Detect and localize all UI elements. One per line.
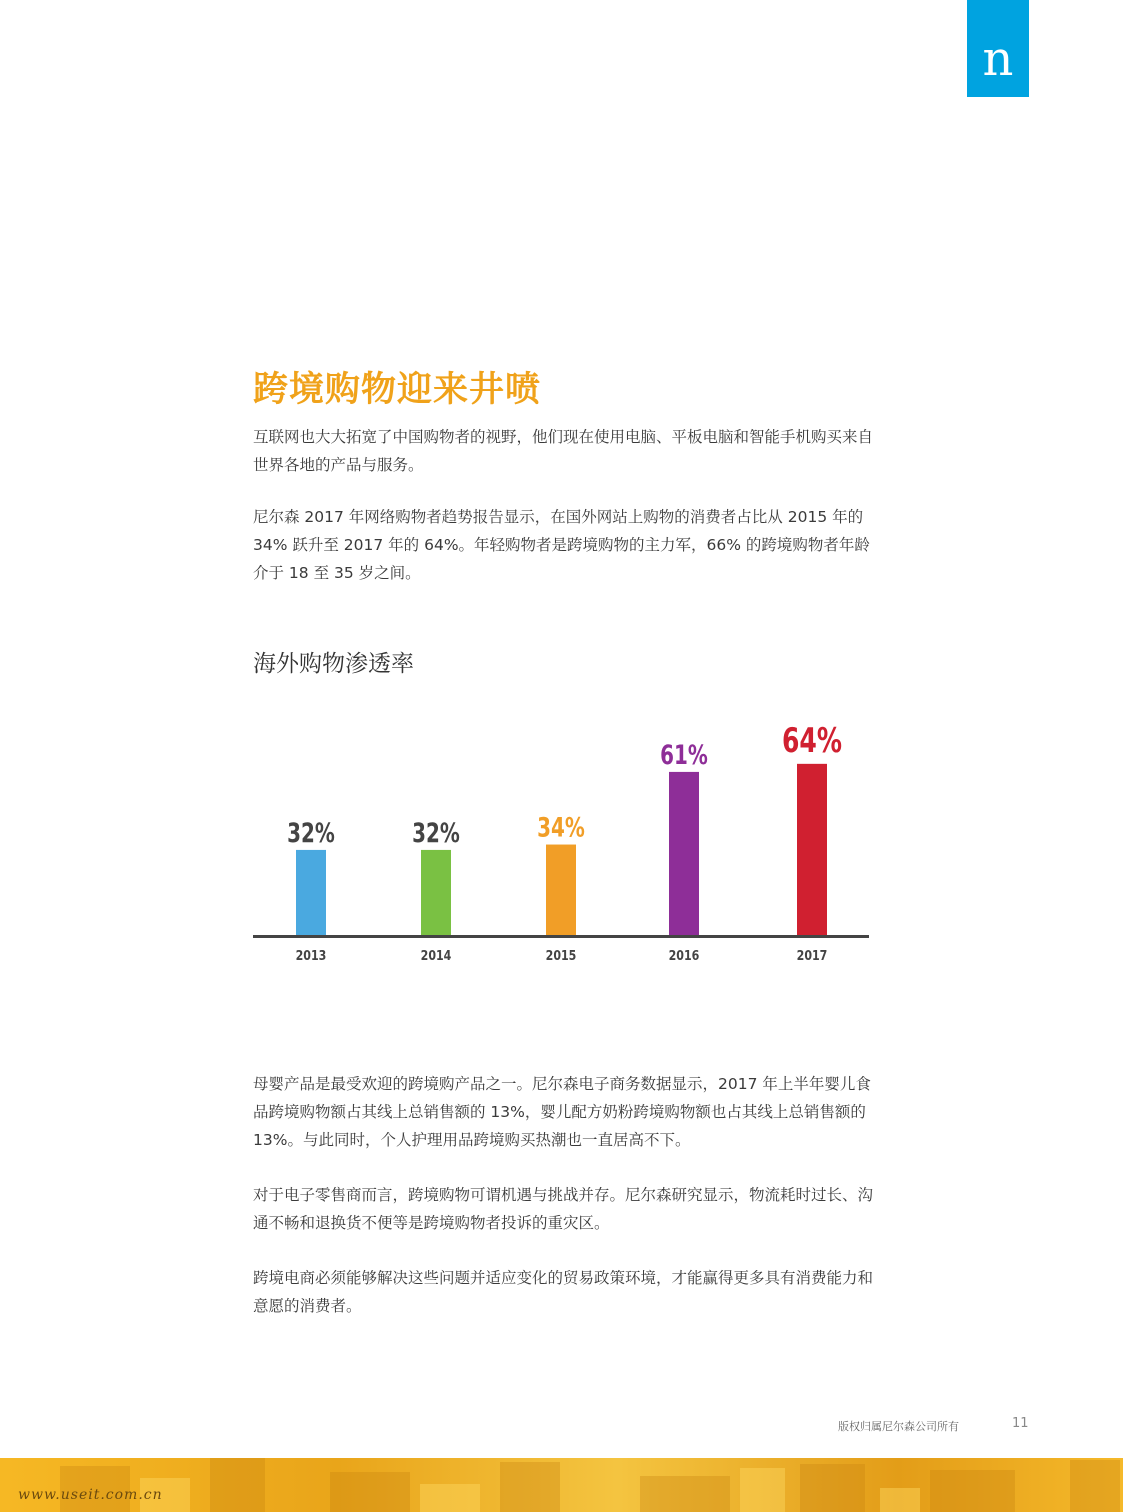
bar-2014 bbox=[421, 850, 451, 936]
x-tick-2016: 2016 bbox=[668, 948, 700, 964]
bar-2017 bbox=[797, 764, 827, 936]
footer-pattern bbox=[0, 1458, 1123, 1512]
copyright-note: 版权归属尼尔森公司所有 bbox=[838, 1420, 959, 1433]
x-tick-2017: 2017 bbox=[796, 948, 828, 964]
page-number: 11 bbox=[1012, 1416, 1029, 1431]
watermark: www.useit.com.cn bbox=[18, 1487, 163, 1503]
penetration-bar-chart bbox=[253, 700, 873, 980]
bar-2016 bbox=[669, 772, 699, 936]
page-title: 跨境购物迎来井喷 bbox=[253, 370, 542, 410]
retailer-paragraph: 对于电子零售商而言，跨境购物可谓机遇与挑战并存。尼尔森研究显示，物流耗时过长、沟通不畅和退换货不便等是跨境购物者投诉的重灾区。 bbox=[253, 1186, 874, 1232]
decorative-footer-band bbox=[0, 1458, 1123, 1512]
bar-2013 bbox=[296, 850, 326, 936]
value-label-2017: 64% bbox=[781, 721, 843, 761]
intro-paragraph: 互联网也大大拓宽了中国购物者的视野，他们现在使用电脑、平板电脑和智能手机购买来自世界各地的产品与服务。 bbox=[253, 428, 874, 474]
value-label-2014: 32% bbox=[412, 816, 460, 849]
bar-2015 bbox=[546, 845, 576, 936]
x-tick-2013: 2013 bbox=[295, 948, 327, 964]
nielsen-logo bbox=[967, 0, 1029, 97]
maternal-paragraph: 母婴产品是最受欢迎的跨境购产品之一。尼尔森电子商务数据显示，2017 年上半年婴儿食品跨境购物额占其线上总销售额的 13%，婴儿配方奶粉跨境购物额也占其线上总销售额的 13%。与此同时，个人护理用品跨境购买热潮也一直居高不下。 bbox=[253, 1075, 871, 1149]
value-label-2016: 61% bbox=[660, 738, 708, 771]
x-tick-2014: 2014 bbox=[420, 948, 452, 964]
value-label-2013: 32% bbox=[287, 816, 335, 849]
report-paragraph: 尼尔森 2017 年网络购物者趋势报告显示，在国外网站上购物的消费者占比从 2015 年的 34% 跃升至 2017 年的 64%。年轻购物者是跨境购物的主力军，66% 的跨境购物者年龄介于 18 至 35 岁之间。 bbox=[253, 508, 870, 582]
value-label-2015: 34% bbox=[537, 811, 585, 844]
chart-title: 海外购物渗透率 bbox=[253, 651, 414, 677]
logo-letter: n bbox=[982, 31, 1014, 87]
x-axis-line bbox=[253, 935, 869, 938]
x-tick-2015: 2015 bbox=[545, 948, 577, 964]
conclusion-paragraph: 跨境电商必须能够解决这些问题并适应变化的贸易政策环境，才能赢得更多具有消费能力和意愿的消费者。 bbox=[253, 1269, 874, 1315]
